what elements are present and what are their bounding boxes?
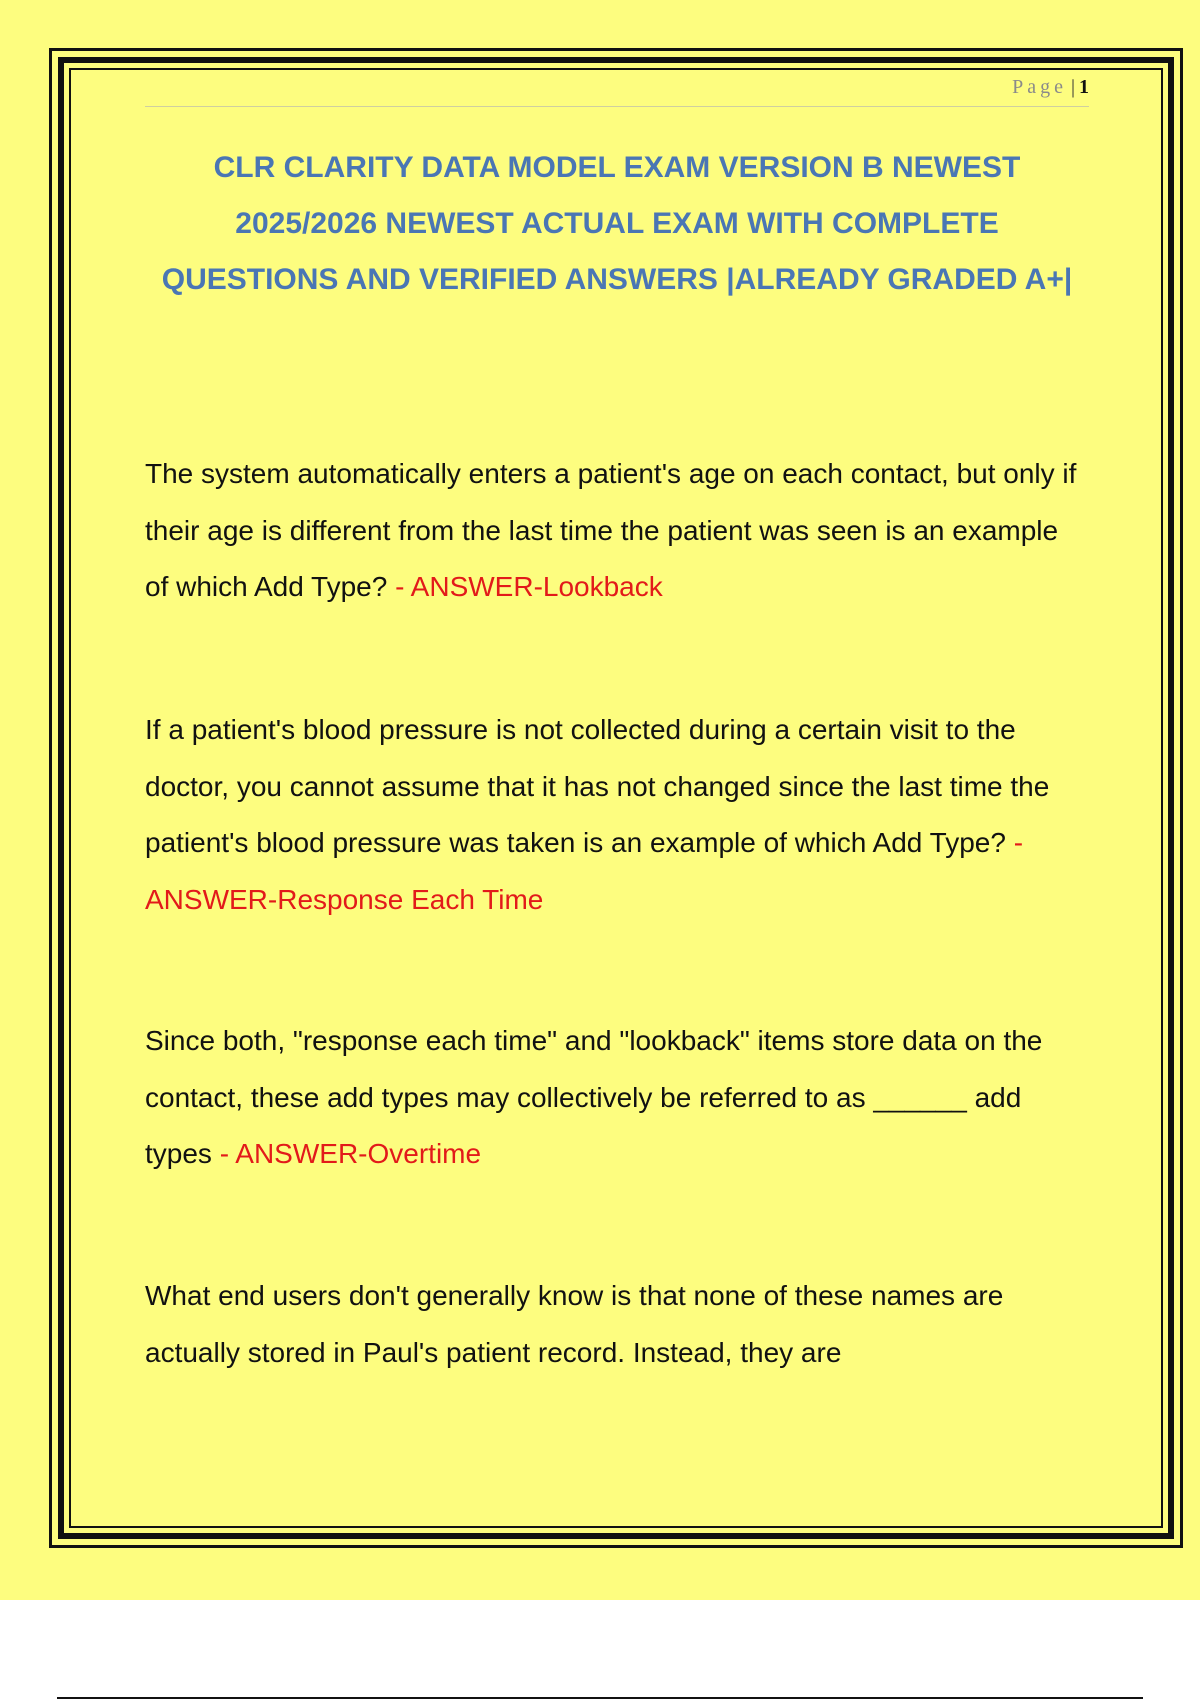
page-header [145, 74, 1089, 107]
answer-text: - ANSWER-Response Each Time [145, 827, 1024, 915]
footer-divider [57, 1697, 1143, 1699]
question-block [145, 702, 1089, 928]
question-block [145, 1013, 1089, 1183]
question-text: The system automatically enters a patient's age on each contact, but only if their age is different from the last time the patient was seen is an example of which Add Type? [145, 458, 1077, 602]
question-text: Since both, "response each time" and "lookback" items store data on the contact, these add types may collectively be referred to as ______ add types [145, 1025, 1043, 1169]
page-number: 1 [1079, 76, 1089, 98]
page-label: Page [1012, 76, 1067, 98]
page-separator: | [1070, 76, 1075, 98]
question-text: If a patient's blood pressure is not collected during a certain visit to the doctor, you cannot assume that it has not changed since the last time the patient's blood pressure was taken is an example of which Add Type? [145, 714, 1050, 858]
answer-text: - ANSWER-Lookback [395, 571, 663, 602]
document-title: CLR CLARITY DATA MODEL EXAM VERSION B NEWEST 2025/2026 NEWEST ACTUAL EXAM WITH COMPLETE QUESTIONS AND VERIFIED ANSWERS |ALREADY GRADED A+| [161, 151, 1073, 296]
question-block [145, 1268, 1089, 1381]
answer-text: - ANSWER-Overtime [219, 1138, 482, 1169]
question-text: What end users don't generally know is that none of these names are actually stored in Paul's patient record. Instead, they are [145, 1280, 1004, 1368]
question-block [145, 446, 1089, 616]
